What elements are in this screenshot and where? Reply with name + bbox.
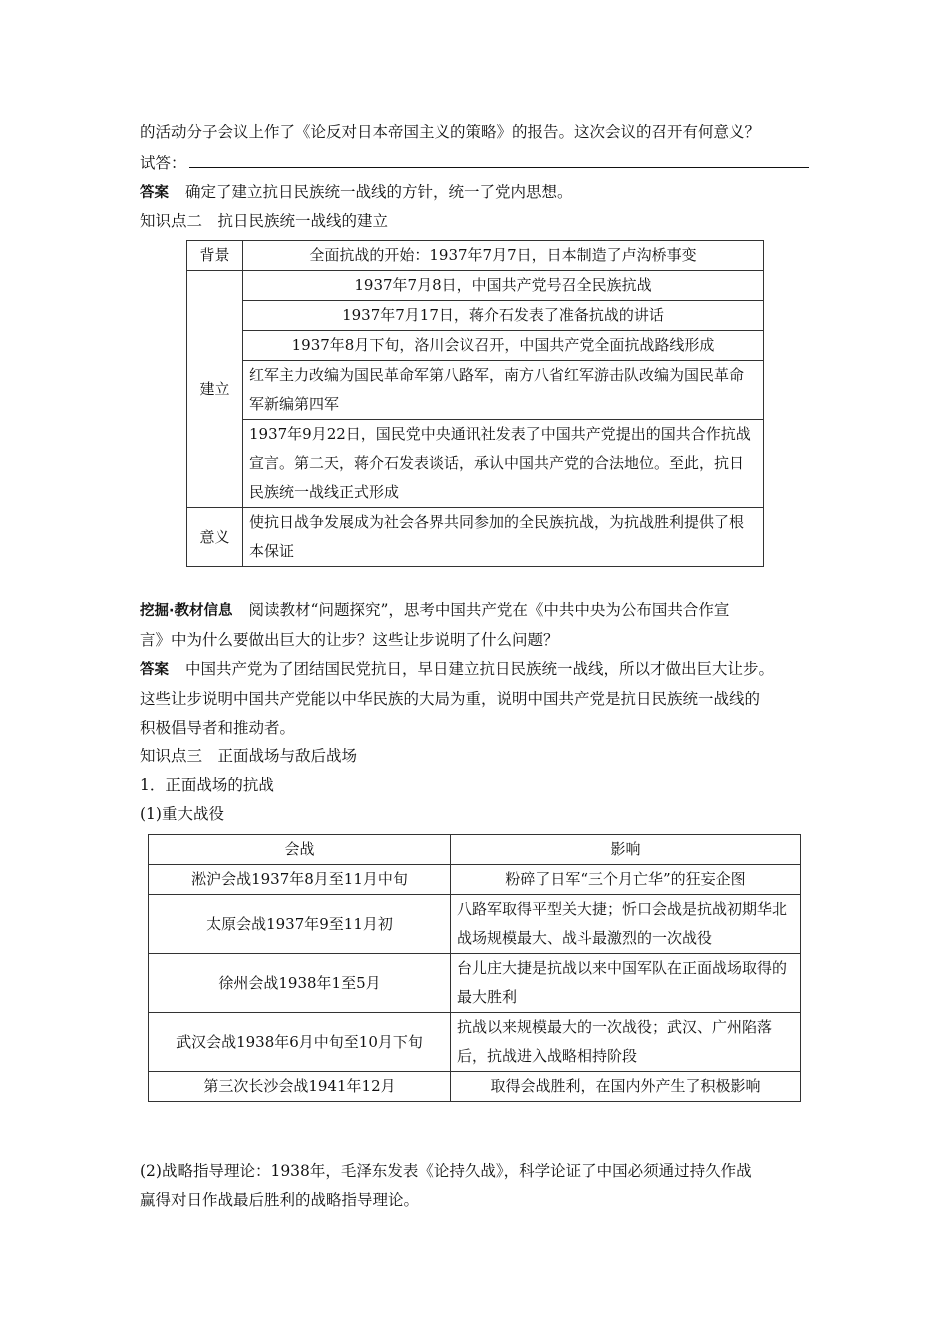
establish-row: 1937年8月下旬，洛川会议召开，中国共产党全面抗战路线形成 [243,331,764,361]
meaning-text: 使抗日战争发展成为社会各界共同参加的全民族抗战，为抗战胜利提供了根本保证 [243,508,764,567]
strategy-line-2: 赢得对日作战最后胜利的战略指导理论。 [140,1191,420,1209]
header-impact: 影响 [451,835,801,865]
header-battle: 会战 [149,835,451,865]
answer-label: 答案 [140,185,169,201]
dig-answer-text-3: 积极倡导者和推动者。 [140,719,296,737]
background-text: 全面抗战的开始：1937年7月7日，日本制造了卢沟桥事变 [243,241,764,271]
united-front-table [186,240,764,567]
battle-cell: 淞沪会战1937年8月至11月中旬 [149,865,451,895]
intro-answer [140,181,573,204]
section-3-title: 知识点三 正面战场与敌后战场 [140,747,358,765]
establish-row: 1937年9月22日，国民党中央通讯社发表了中国共产党提出的国共合作抗战宣言。第二天，蒋介石发表谈话，承认中国共产党的合法地位。至此，抗日民族统一战线正式形成 [243,420,764,508]
section-3-sub1a: (1)重大战役 [140,805,224,823]
dig-answer-line-1 [140,658,774,681]
dig-answer-label: 答案 [140,662,169,678]
dig-answer-text-1: 中国共产党为了团结国民党抗日，早日建立抗日民族统一战线，所以才做出巨大让步。 [185,660,775,678]
answer-prompt [140,151,809,174]
section-2-title: 知识点二 抗日民族统一战线的建立 [140,212,389,230]
dig-label: 挖掘·教材信息 [140,603,233,619]
answer-prompt-label: 试答： [140,154,187,172]
battle-cell: 第三次长沙会战1941年12月 [149,1072,451,1102]
dig-text-1: 阅读教材“问题探究”，思考中国共产党在《中共中央为公布国共合作宣 [248,601,730,619]
battle-cell: 徐州会战1938年1至5月 [149,954,451,1013]
impact-cell: 抗战以来规模最大的一次战役；武汉、广州陷落后，抗战进入战略相持阶段 [451,1013,801,1072]
strategy-line-1: (2)战略指导理论：1938年，毛泽东发表《论持久战》，科学论证了中国必须通过持久作战 [140,1162,752,1180]
dig-answer-text-2: 这些让步说明中国共产党能以中华民族的大局为重，说明中国共产党是抗日民族统一战线的 [140,690,761,708]
answer-text: 确定了建立抗日民族统一战线的方针，统一了党内思想。 [185,183,573,201]
impact-cell: 台儿庄大捷是抗战以来中国军队在正面战场取得的最大胜利 [451,954,801,1013]
establish-row: 1937年7月17日，蒋介石发表了准备抗战的讲话 [243,301,764,331]
intro-question-line: 的活动分子会议上作了《论反对日本帝国主义的策略》的报告。这次会议的召开有何意义？ [140,123,761,141]
answer-blank-line [189,151,809,168]
battle-cell: 太原会战1937年9至11月初 [149,895,451,954]
impact-cell: 八路军取得平型关大捷；忻口会战是抗战初期华北战场规模最大、战斗最激烈的一次战役 [451,895,801,954]
impact-cell: 取得会战胜利，在国内外产生了积极影响 [451,1072,801,1102]
dig-text-2: 言》中为什么要做出巨大的让步？这些让步说明了什么问题？ [140,631,559,649]
meaning-label: 意义 [187,508,243,567]
impact-cell: 粉碎了日军“三个月亡华”的狂妄企图 [451,865,801,895]
background-label: 背景 [187,241,243,271]
battles-table [148,834,801,1102]
establish-row: 1937年7月8日，中国共产党号召全民族抗战 [243,271,764,301]
establish-row: 红军主力改编为国民革命军第八路军，南方八省红军游击队改编为国民革命军新编第四军 [243,361,764,420]
section-3-sub1: 1．正面战场的抗战 [140,776,274,794]
establish-label: 建立 [187,271,243,508]
battle-cell: 武汉会战1938年6月中旬至10月下旬 [149,1013,451,1072]
dig-line-1 [140,599,729,622]
